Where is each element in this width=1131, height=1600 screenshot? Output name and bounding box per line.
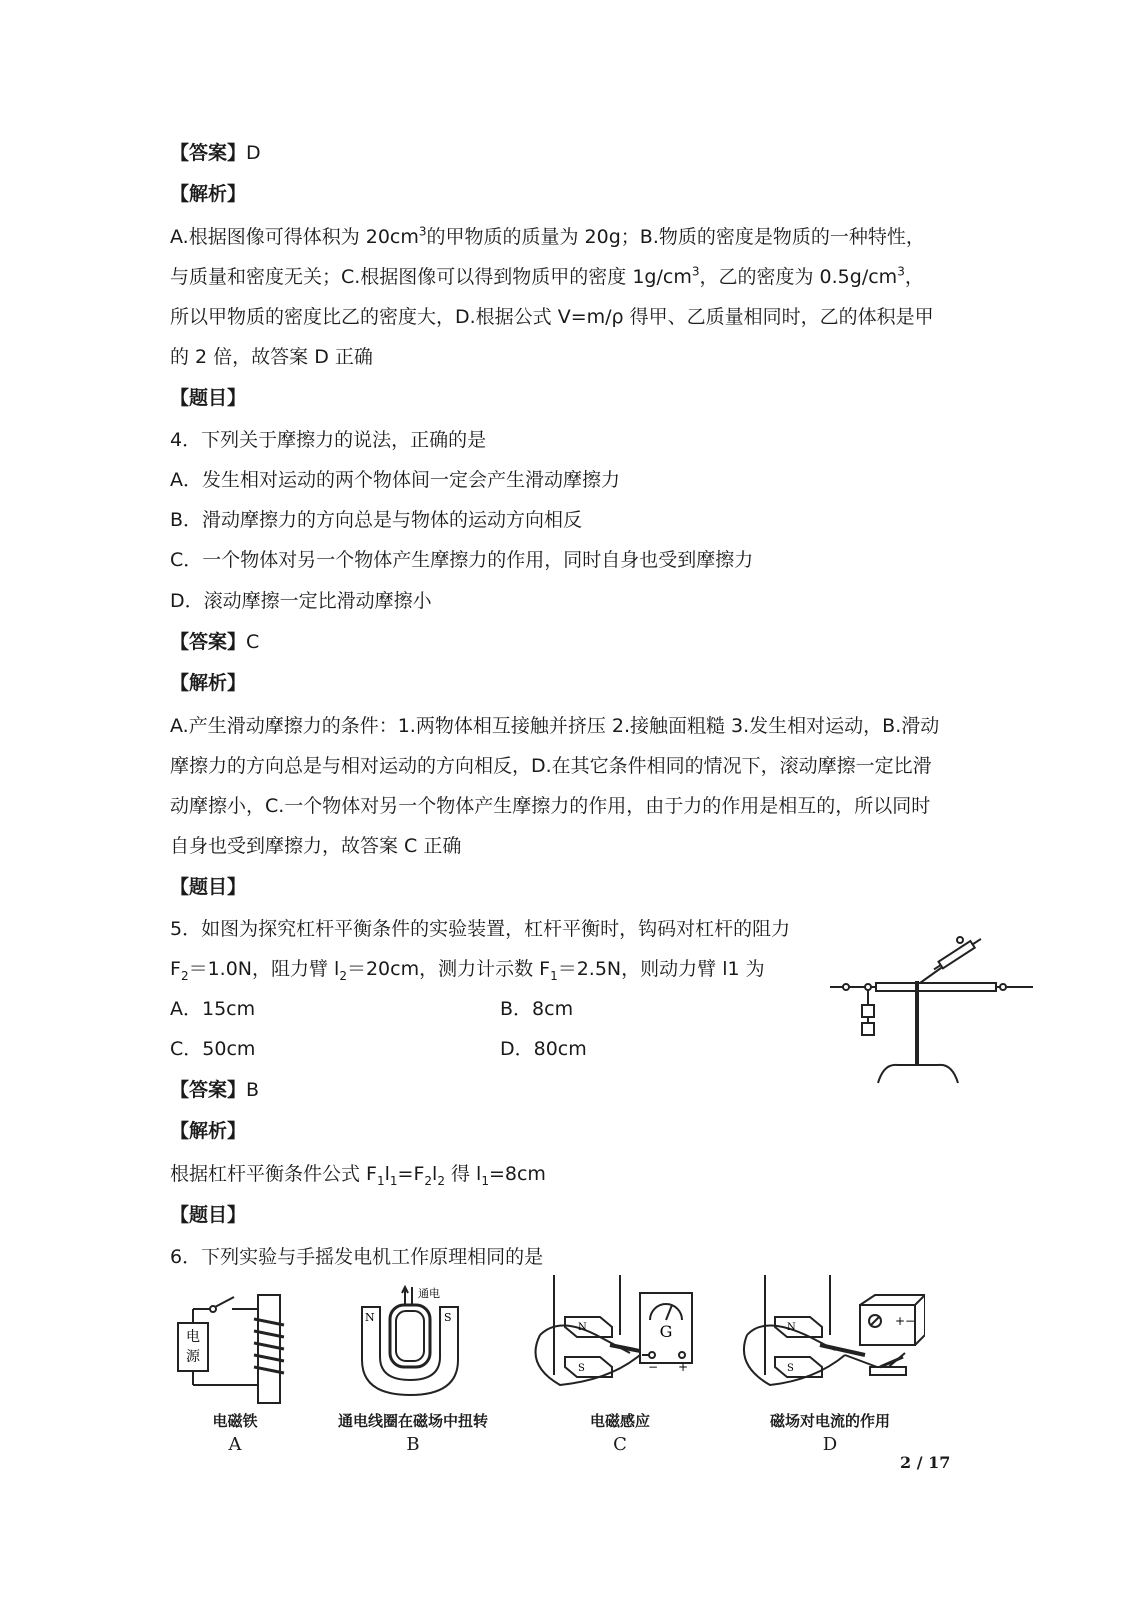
svg-text:−: −	[648, 1360, 659, 1374]
q4-analysis-line-2: 摩擦力的方向总是与相对运动的方向相反，D.在其它条件相同的情况下，滚动摩擦一定比滑	[170, 755, 932, 777]
q5-question-label: 【题目】	[170, 876, 247, 898]
svg-text:S: S	[444, 1311, 452, 1324]
figure-c-caption: 电磁感应	[589, 1412, 650, 1430]
lever-apparatus-figure	[828, 935, 1038, 1085]
q3-answer: D	[246, 142, 261, 164]
q5-option-d: D．80cm	[500, 1038, 587, 1060]
q5-answer-line: 【答案】B	[170, 1079, 260, 1101]
figure-d-caption: 磁场对电流的作用	[769, 1412, 890, 1430]
q4-answer: C	[246, 631, 260, 653]
svg-text:通电: 通电	[418, 1287, 440, 1300]
q4-question-label: 【题目】	[170, 387, 247, 409]
figure-d-letter: D	[822, 1434, 838, 1455]
figure-b-coil-in-field	[350, 1285, 470, 1405]
q5-option-c: C．50cm	[170, 1038, 256, 1060]
q4-option-a: A．发生相对运动的两个物体间一定会产生滑动摩擦力	[170, 469, 620, 491]
q4-analysis-line-1: A.产生滑动摩擦力的条件：1.两物体相互接触并挤压 2.接触面粗糙 3.发生相对运动，B.滑动	[170, 715, 940, 737]
svg-text:N: N	[365, 1311, 375, 1324]
q3-analysis-line-3: 所以甲物质的密度比乙的密度大，D.根据公式 V=m/ρ 得甲、乙质量相同时，乙的体积是甲	[170, 306, 934, 328]
page-number: 2 / 17	[900, 1453, 951, 1472]
svg-text:N: N	[578, 1322, 587, 1333]
figure-a-electromagnet	[170, 1285, 300, 1405]
q4-option-c: C．一个物体对另一个物体产生摩擦力的作用，同时自身也受到摩擦力	[170, 549, 754, 571]
q5-answer: B	[246, 1079, 260, 1101]
q3-answer-line	[170, 140, 261, 166]
svg-text:S: S	[787, 1363, 794, 1374]
q4-option-b: B．滑动摩擦力的方向总是与物体的运动方向相反	[170, 509, 583, 531]
q5-option-b: B．8cm	[500, 998, 574, 1020]
svg-text:−: −	[905, 1314, 916, 1328]
q5-analysis-line: 根据杠杆平衡条件公式 $F_1l_1=F_2l_2$ 得 $l_1=8cm$	[170, 1163, 546, 1188]
figure-a-letter: A	[228, 1434, 242, 1455]
figure-b-caption: 通电线圈在磁场中扭转	[337, 1412, 488, 1430]
q5-option-a: A．15cm	[170, 998, 256, 1020]
figure-c-letter: C	[613, 1434, 627, 1455]
q5-analysis-label: 【解析】	[170, 1120, 247, 1142]
svg-text:S: S	[578, 1363, 585, 1374]
figure-b-letter: B	[406, 1434, 420, 1455]
q6-stem: 6．下列实验与手摇发电机工作原理相同的是	[170, 1246, 544, 1268]
answer-label: 【答案】	[170, 142, 247, 164]
svg-text:+: +	[678, 1360, 689, 1374]
q4-analysis-label: 【解析】	[170, 672, 247, 694]
svg-text:G: G	[659, 1322, 673, 1341]
q3-analysis-line-4: 的 2 倍，故答案 D 正确	[170, 346, 373, 368]
figure-a-power-label-2: 源	[186, 1349, 200, 1365]
svg-text:N: N	[787, 1322, 796, 1333]
figure-a-power-label-1: 电	[186, 1329, 200, 1345]
q3-analysis-line-2: 与质量和密度无关；C.根据图像可以得到物质甲的密度 $1g/cm^3$，乙的密度为 $0.5g/cm^3$，	[170, 264, 924, 288]
figure-a-caption: 电磁铁	[212, 1412, 258, 1430]
figure-d-magnetic-force-on-current	[735, 1275, 925, 1400]
q4-analysis-line-3: 动摩擦小，C.一个物体对另一个物体产生摩擦力的作用，由于力的作用是相互的，所以同时	[170, 795, 931, 817]
q5-stem-line-1: 5．如图为探究杠杆平衡条件的实验装置，杠杆平衡时，钩码对杠杆的阻力	[170, 918, 791, 940]
q3-analysis-line-1: A.根据图像可得体积为 $20cm^3$的甲物质的质量为 20g；B.物质的密度是物质的一种特性，	[170, 224, 925, 248]
q4-option-d: D．滚动摩擦一定比滑动摩擦小	[170, 590, 432, 612]
q5-stem-line-2: $F_2=1.0N$，阻力臂 $l_2=20cm$，测力计示数 $F_1=2.5N$，则动力臂 l1 为	[170, 958, 765, 983]
q6-question-label: 【题目】	[170, 1204, 247, 1226]
q4-answer-line: 【答案】C	[170, 631, 260, 653]
q4-stem: 4．下列关于摩擦力的说法，正确的是	[170, 429, 487, 451]
figure-c-electromagnetic-induction	[520, 1275, 720, 1400]
q4-analysis-line-4: 自身也受到摩擦力，故答案 C 正确	[170, 835, 462, 857]
q3-analysis-label: 【解析】	[170, 183, 247, 205]
svg-text:+: +	[895, 1314, 906, 1328]
